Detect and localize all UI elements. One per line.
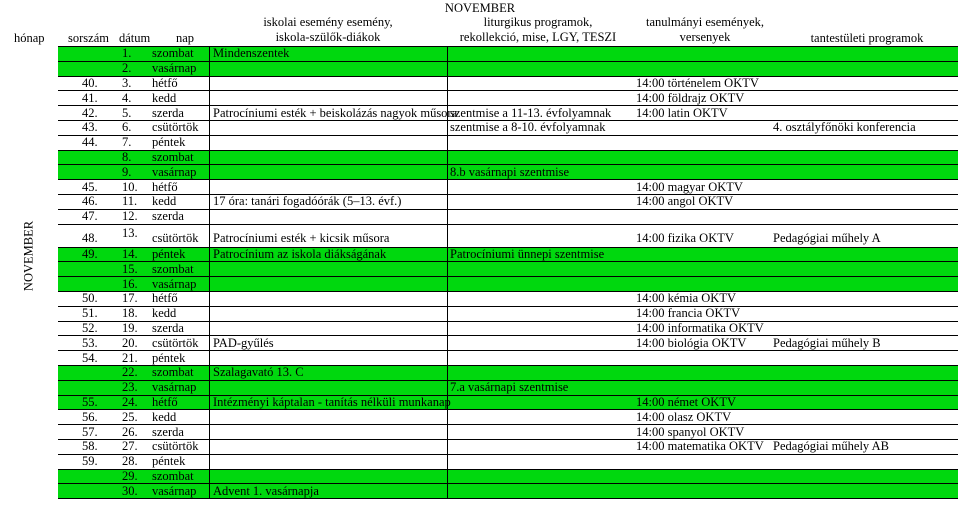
row-liturgikus-program	[448, 210, 633, 224]
row-datum: 7.	[122, 135, 132, 150]
row-nap: szombat	[140, 151, 210, 165]
col-header-tantestuleti: tantestületi programok	[810, 31, 924, 45]
row-sorszam: 54.	[82, 350, 98, 365]
row-liturgikus-program	[448, 322, 633, 336]
table-row	[58, 335, 958, 350]
row-liturgikus-program	[448, 366, 633, 380]
row-liturgikus-program	[448, 425, 633, 439]
row-iskolai-esemeny	[210, 440, 448, 454]
row-nap: hétfő	[140, 292, 210, 306]
row-liturgikus-program	[448, 470, 633, 484]
row-iskolai-esemeny	[210, 292, 448, 306]
row-sorszam	[58, 62, 100, 76]
row-iskolai-esemeny	[210, 455, 448, 469]
row-tantestuleti-program	[770, 47, 958, 61]
row-datum: 1.	[122, 46, 132, 61]
row-datum: 13.	[122, 225, 138, 240]
row-liturgikus-program	[448, 262, 633, 276]
row-tanulmanyi-esemeny	[633, 381, 770, 395]
row-nap: vasárnap	[140, 165, 210, 179]
row-tanulmanyi-esemeny	[633, 470, 770, 484]
table-row	[58, 150, 958, 165]
row-liturgikus-program	[448, 455, 633, 469]
row-tanulmanyi-esemeny: 14:00 olasz OKTV	[636, 409, 732, 424]
row-liturgikus-program	[448, 195, 633, 209]
row-liturgikus-program: 8.b vasárnapi szentmise	[450, 164, 570, 179]
row-tanulmanyi-esemeny	[633, 62, 770, 76]
row-datum: 10.	[122, 179, 138, 194]
row-datum: 14.	[122, 247, 138, 261]
row-tanulmanyi-esemeny	[633, 165, 770, 179]
row-tanulmanyi-esemeny: 14:00 földrajz OKTV	[636, 90, 745, 105]
table-row	[58, 454, 958, 469]
row-tantestuleti-program	[770, 195, 958, 209]
table-row	[58, 247, 958, 262]
row-datum: 3.	[122, 76, 132, 90]
row-tantestuleti-program	[770, 396, 958, 410]
row-datum: 19.	[122, 321, 138, 335]
row-iskolai-esemeny: Patrocínium az iskola diákságának	[210, 248, 448, 262]
row-nap: vasárnap	[140, 62, 210, 76]
row-sorszam	[58, 165, 100, 179]
row-liturgikus-program	[448, 77, 633, 91]
row-sorszam: 55.	[82, 395, 98, 409]
table-row	[58, 105, 958, 120]
table-header	[0, 0, 960, 46]
row-nap: kedd	[140, 307, 210, 321]
row-iskolai-esemeny	[210, 136, 448, 150]
row-iskolai-esemeny	[210, 307, 448, 321]
row-datum: 23.	[122, 380, 138, 395]
table-row	[58, 291, 958, 306]
row-sorszam: 41.	[82, 90, 98, 105]
row-datum: 8.	[122, 150, 132, 164]
col-header-liturgikus-line2: rekollekció, mise, LGY, TESZI	[459, 30, 617, 44]
row-nap: csütörtök	[140, 121, 210, 135]
row-datum: 24.	[122, 395, 138, 409]
table-bottom-border	[58, 498, 958, 499]
row-nap: szerda	[140, 425, 210, 439]
row-sorszam: 50.	[82, 291, 98, 306]
table-row	[58, 424, 958, 439]
row-sorszam	[58, 262, 100, 276]
row-nap: vasárnap	[140, 484, 210, 498]
col-header-liturgikus-line1: liturgikus programok,	[483, 15, 593, 29]
row-liturgikus-program	[448, 351, 633, 365]
row-iskolai-esemeny	[210, 151, 448, 165]
row-sorszam	[58, 470, 100, 484]
row-tantestuleti-program: Pedagógiai műhely B	[773, 335, 881, 350]
row-datum: 6.	[122, 120, 132, 135]
row-datum: 21.	[122, 350, 138, 365]
row-sorszam: 44.	[82, 135, 98, 150]
table-row	[58, 276, 958, 291]
row-sorszam: 42.	[82, 105, 98, 120]
row-sorszam: 46.	[82, 194, 98, 209]
col-header-iskolai-line1: iskolai esemény esemény,	[263, 15, 393, 29]
table-row	[58, 350, 958, 365]
row-tantestuleti-program	[770, 292, 958, 306]
row-nap: szerda	[140, 322, 210, 336]
row-tantestuleti-program	[770, 425, 958, 439]
row-iskolai-esemeny: Advent 1. vasárnapja	[210, 484, 448, 498]
row-nap: kedd	[140, 91, 210, 105]
row-tantestuleti-program	[770, 136, 958, 150]
row-liturgikus-program	[448, 180, 633, 194]
row-nap: hétfő	[140, 77, 210, 91]
row-nap: csütörtök	[140, 225, 210, 247]
row-nap: hétfő	[140, 180, 210, 194]
row-tanulmanyi-esemeny: 14:00 német OKTV	[636, 395, 736, 409]
row-sorszam: 56.	[82, 409, 98, 424]
col-header-iskolai-line2: iskola-szülők-diákok	[275, 30, 381, 44]
table-row	[58, 46, 958, 61]
row-sorszam	[58, 381, 100, 395]
row-sorszam: 53.	[82, 335, 98, 350]
table-row	[58, 380, 958, 395]
row-liturgikus-program	[448, 91, 633, 105]
table-row	[58, 439, 958, 454]
row-datum: 26.	[122, 424, 138, 439]
col-header-honap: hónap	[14, 31, 45, 45]
row-liturgikus-program	[448, 151, 633, 165]
row-datum: 25.	[122, 409, 138, 424]
col-header-datum: dátum	[119, 31, 151, 45]
table-row	[58, 224, 958, 247]
row-tantestuleti-program	[770, 277, 958, 291]
row-sorszam: 59.	[82, 454, 98, 469]
row-datum: 11.	[122, 194, 138, 209]
row-tantestuleti-program	[770, 410, 958, 424]
row-sorszam: 52.	[82, 321, 98, 335]
row-sorszam: 48.	[82, 230, 98, 245]
row-liturgikus-program	[448, 136, 633, 150]
row-iskolai-esemeny: Intézményi káptalan - tanítás nélküli munkanap	[210, 396, 448, 410]
row-liturgikus-program	[448, 292, 633, 306]
row-tantestuleti-program	[770, 262, 958, 276]
row-sorszam: 45.	[82, 179, 98, 194]
side-month-label: NOVEMBER	[21, 220, 36, 292]
row-iskolai-esemeny	[210, 121, 448, 135]
row-nap: szombat	[140, 366, 210, 380]
row-liturgikus-program: Patrocíniumi ünnepi szentmise	[450, 247, 605, 261]
row-tantestuleti-program: Pedagógiai műhely AB	[773, 439, 889, 454]
row-iskolai-esemeny	[210, 262, 448, 276]
col-header-tanulmanyi-line1: tanulmányi események,	[645, 15, 765, 29]
row-tantestuleti-program	[770, 106, 958, 120]
row-sorszam: 49.	[82, 247, 98, 261]
row-tanulmanyi-esemeny	[633, 484, 770, 498]
row-iskolai-esemeny	[210, 180, 448, 194]
table-row	[58, 179, 958, 194]
row-tantestuleti-program	[770, 307, 958, 321]
row-datum: 22.	[122, 365, 138, 380]
row-liturgikus-program	[448, 410, 633, 424]
row-tantestuleti-program	[770, 366, 958, 380]
row-datum: 20.	[122, 335, 138, 350]
row-nap: szombat	[140, 262, 210, 276]
row-iskolai-esemeny: Szalagavató 13. C	[210, 366, 448, 380]
row-tanulmanyi-esemeny: 14:00 spanyol OKTV	[636, 424, 745, 439]
row-tantestuleti-program	[770, 322, 958, 336]
row-nap: szombat	[140, 470, 210, 484]
row-liturgikus-program	[448, 62, 633, 76]
row-tantestuleti-program	[770, 62, 958, 76]
row-tanulmanyi-esemeny	[633, 248, 770, 262]
row-nap: szombat	[140, 47, 210, 61]
row-iskolai-esemeny: Patrocíniumi esték + beiskolázás nagyok műsora	[210, 106, 448, 120]
row-tanulmanyi-esemeny	[633, 151, 770, 165]
row-sorszam	[58, 47, 100, 61]
row-tanulmanyi-esemeny	[633, 277, 770, 291]
row-tanulmanyi-esemeny: 14:00 francia OKTV	[636, 306, 741, 321]
row-iskolai-esemeny	[210, 351, 448, 365]
table-row	[58, 194, 958, 209]
row-iskolai-esemeny	[210, 210, 448, 224]
row-datum: 29.	[122, 469, 138, 483]
row-iskolai-esemeny	[210, 277, 448, 291]
table-row	[58, 209, 958, 224]
row-nap: kedd	[140, 195, 210, 209]
table-row	[58, 409, 958, 424]
table-row	[58, 164, 958, 179]
row-tanulmanyi-esemeny	[633, 136, 770, 150]
row-nap: péntek	[140, 248, 210, 262]
row-tanulmanyi-esemeny: 14:00 informatika OKTV	[636, 321, 764, 335]
row-liturgikus-program	[448, 484, 633, 498]
row-datum: 18.	[122, 306, 138, 321]
row-liturgikus-program	[448, 225, 633, 247]
row-tantestuleti-program	[770, 165, 958, 179]
row-tanulmanyi-esemeny: 14:00 történelem OKTV	[636, 76, 759, 90]
table-row	[58, 61, 958, 76]
row-tanulmanyi-esemeny	[633, 351, 770, 365]
row-tanulmanyi-esemeny	[633, 455, 770, 469]
row-iskolai-esemeny	[210, 425, 448, 439]
row-datum: 12.	[122, 209, 138, 224]
row-tantestuleti-program	[770, 91, 958, 105]
row-tantestuleti-program	[770, 455, 958, 469]
row-sorszam	[58, 366, 100, 380]
table-row	[58, 469, 958, 484]
row-nap: vasárnap	[140, 277, 210, 291]
row-iskolai-esemeny	[210, 410, 448, 424]
row-iskolai-esemeny: Patrocíniumi esték + kicsik műsora	[210, 225, 448, 247]
table-row	[58, 90, 958, 105]
row-tantestuleti-program: 4. osztályfőnöki konferencia	[773, 120, 916, 135]
row-sorszam: 57.	[82, 424, 98, 439]
row-nap: kedd	[140, 410, 210, 424]
row-sorszam: 40.	[82, 76, 98, 90]
row-tantestuleti-program	[770, 470, 958, 484]
row-nap: szerda	[140, 210, 210, 224]
row-iskolai-esemeny	[210, 77, 448, 91]
row-liturgikus-program	[448, 47, 633, 61]
row-datum: 16.	[122, 276, 138, 291]
row-iskolai-esemeny	[210, 165, 448, 179]
table-row	[58, 395, 958, 410]
row-nap: péntek	[140, 455, 210, 469]
table-row	[58, 306, 958, 321]
row-sorszam	[58, 151, 100, 165]
col-header-nap: nap	[176, 31, 195, 45]
row-datum: 2.	[122, 61, 132, 76]
month-title: NOVEMBER	[444, 1, 516, 15]
row-sorszam: 58.	[82, 439, 98, 454]
row-iskolai-esemeny: 17 óra: tanári fogadóórák (5–13. évf.)	[210, 195, 448, 209]
row-tanulmanyi-esemeny	[633, 366, 770, 380]
row-nap: hétfő	[140, 396, 210, 410]
row-tanulmanyi-esemeny: 14:00 biológia OKTV	[636, 335, 747, 350]
row-tantestuleti-program	[770, 180, 958, 194]
row-datum: 9.	[122, 164, 132, 179]
row-liturgikus-program	[448, 277, 633, 291]
row-tanulmanyi-esemeny: 14:00 latin OKTV	[636, 105, 728, 120]
table-row	[58, 120, 958, 135]
table-row	[58, 261, 958, 276]
row-tanulmanyi-esemeny: 14:00 magyar OKTV	[636, 179, 743, 194]
row-tanulmanyi-esemeny: 14:00 fizika OKTV	[636, 230, 734, 245]
col-header-sorszam: sorszám	[68, 31, 109, 45]
row-nap: vasárnap	[140, 381, 210, 395]
row-iskolai-esemeny: PAD-gyűlés	[210, 336, 448, 350]
row-sorszam	[58, 277, 100, 291]
row-nap: szerda	[140, 106, 210, 120]
row-datum: 30.	[122, 483, 138, 498]
row-liturgikus-program	[448, 396, 633, 410]
row-tanulmanyi-esemeny	[633, 210, 770, 224]
row-liturgikus-program	[448, 307, 633, 321]
row-tantestuleti-program	[770, 381, 958, 395]
row-datum: 27.	[122, 439, 138, 454]
row-tantestuleti-program	[770, 484, 958, 498]
row-liturgikus-program: szentmise a 11-13. évfolyamnak	[450, 105, 612, 120]
row-iskolai-esemeny	[210, 62, 448, 76]
row-tanulmanyi-esemeny	[633, 262, 770, 276]
row-tantestuleti-program	[770, 151, 958, 165]
row-tantestuleti-program	[770, 351, 958, 365]
row-liturgikus-program	[448, 336, 633, 350]
row-sorszam: 47.	[82, 209, 98, 224]
row-iskolai-esemeny: Mindenszentek	[210, 47, 448, 61]
row-tanulmanyi-esemeny: 14:00 matematika OKTV	[636, 439, 764, 454]
row-tanulmanyi-esemeny: 14:00 angol OKTV	[636, 194, 734, 209]
row-nap: péntek	[140, 136, 210, 150]
table-row	[58, 321, 958, 336]
row-nap: péntek	[140, 351, 210, 365]
col-header-tanulmanyi-line2: versenyek	[679, 30, 731, 44]
row-tantestuleti-program	[770, 248, 958, 262]
row-sorszam: 43.	[82, 120, 98, 135]
row-sorszam: 51.	[82, 306, 98, 321]
table-row	[58, 135, 958, 150]
row-iskolai-esemeny	[210, 381, 448, 395]
row-liturgikus-program	[448, 440, 633, 454]
table-row	[58, 76, 958, 91]
table-row	[58, 483, 958, 498]
row-sorszam	[58, 484, 100, 498]
table-row	[58, 365, 958, 380]
row-iskolai-esemeny	[210, 91, 448, 105]
row-tantestuleti-program: Pedagógiai műhely A	[773, 230, 881, 245]
row-tanulmanyi-esemeny	[633, 47, 770, 61]
row-nap: csütörtök	[140, 336, 210, 350]
row-tanulmanyi-esemeny: 14:00 kémia OKTV	[636, 291, 736, 306]
row-datum: 17.	[122, 291, 138, 306]
row-tantestuleti-program	[770, 210, 958, 224]
row-tanulmanyi-esemeny	[633, 121, 770, 135]
row-tantestuleti-program	[770, 77, 958, 91]
row-iskolai-esemeny	[210, 322, 448, 336]
row-liturgikus-program: 7.a vasárnapi szentmise	[450, 380, 569, 395]
row-datum: 28.	[122, 454, 138, 469]
row-liturgikus-program: szentmise a 8-10. évfolyamnak	[450, 120, 606, 135]
row-datum: 15.	[122, 261, 138, 276]
row-nap: csütörtök	[140, 440, 210, 454]
row-datum: 4.	[122, 90, 132, 105]
row-datum: 5.	[122, 105, 132, 120]
row-iskolai-esemeny	[210, 470, 448, 484]
